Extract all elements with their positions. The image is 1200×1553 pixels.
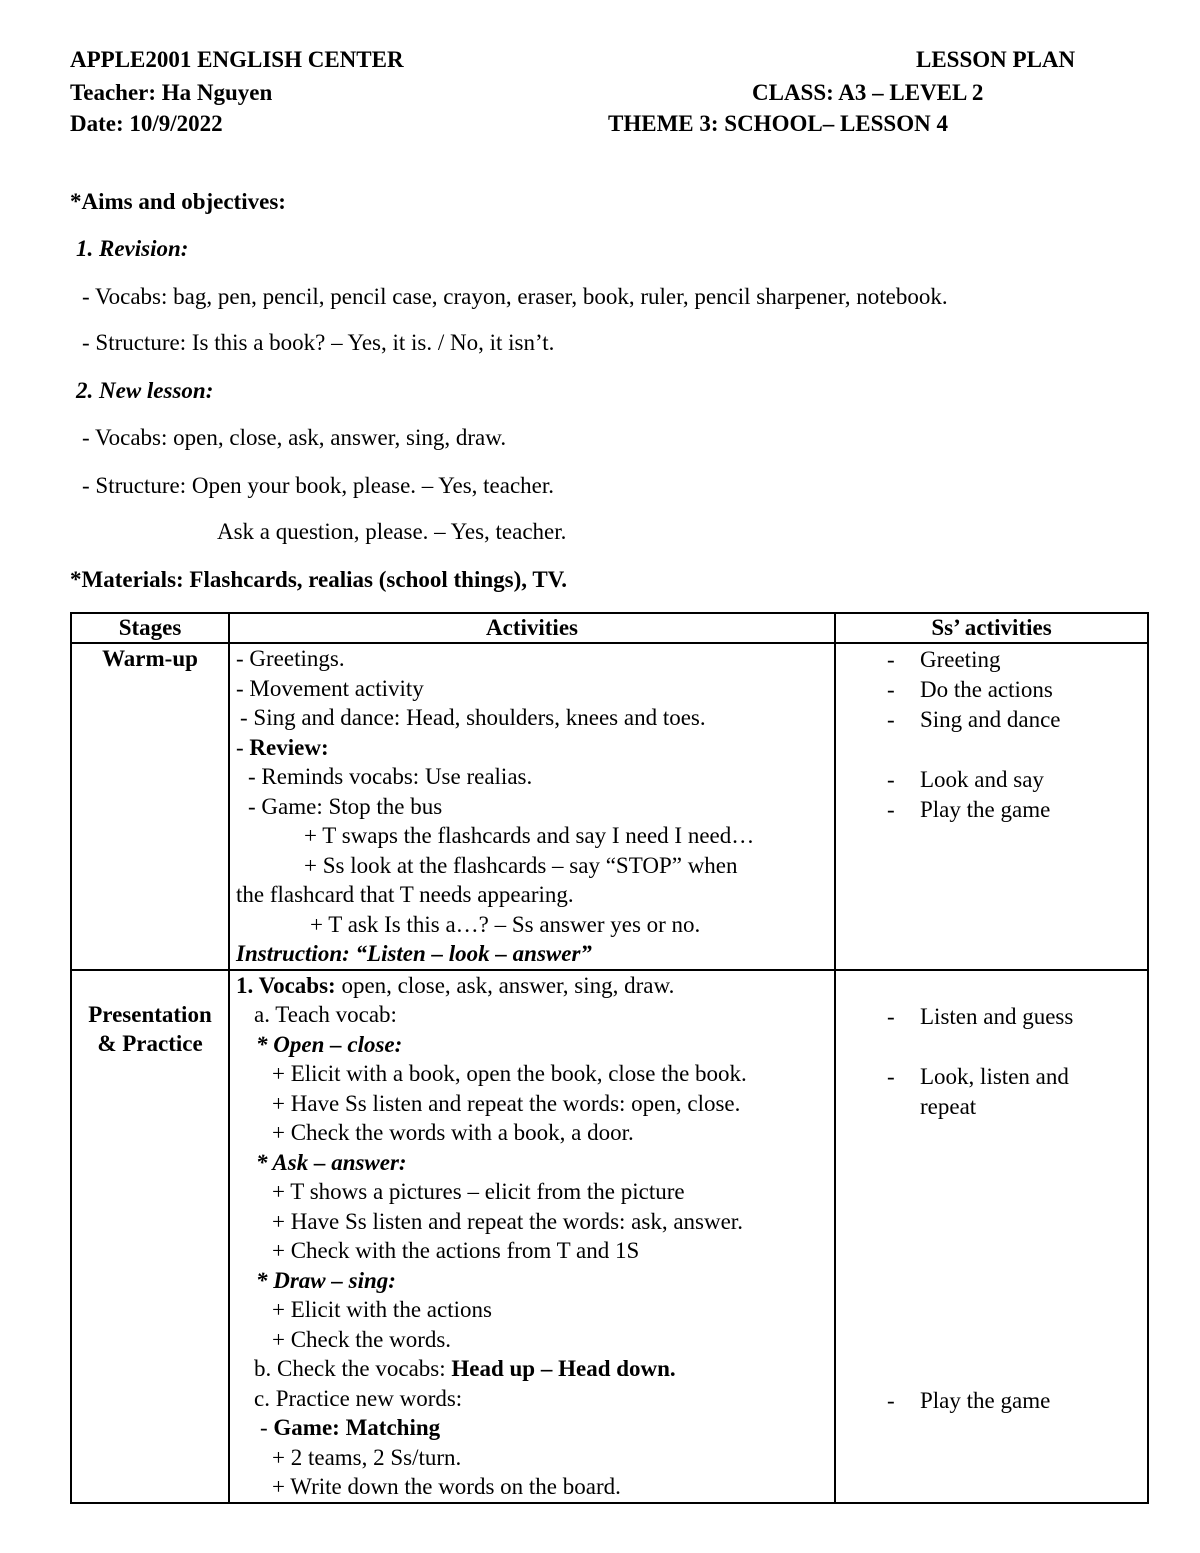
activity-line: - Movement activity: [236, 675, 424, 701]
activity-line: + Have Ss listen and repeat the words: ask, answer.: [272, 1208, 743, 1234]
game-label: Game: Matching: [273, 1415, 441, 1440]
ss-activity-item: - Greeting: [842, 645, 1141, 675]
vocabs-label: 1. Vocabs:: [236, 972, 336, 998]
ss-activity-item: - Play the game: [842, 795, 1141, 825]
ss-activity-item: - Listen and guess: [842, 1002, 1141, 1032]
activity-line: + Elicit with the actions: [272, 1297, 492, 1322]
activity-line: + Write down the words on the board.: [272, 1474, 621, 1499]
activity-line: + Check the words with a book, a door.: [272, 1120, 634, 1145]
stage-label: Warm-up: [102, 646, 198, 671]
vocabs-list: open, close, ask, answer, sing, draw.: [335, 972, 675, 998]
check-vocabs-line: [236, 1354, 828, 1384]
stage-warmup: [71, 643, 229, 970]
ss-activity-item: - Play the game: [842, 1386, 1141, 1416]
activity-line: a. Teach vocab:: [254, 1002, 397, 1027]
revision-structure: - Structure: Is this a book? – Yes, it is. / No, it isn’t.: [82, 330, 555, 355]
activity-line: c. Practice new words:: [254, 1385, 463, 1411]
lesson-date: Date: 10/9/2022: [70, 111, 223, 136]
lesson-plan-table: [70, 612, 1149, 1504]
activity-line: + T shows a pictures – elicit from the picture: [272, 1179, 685, 1204]
head-up-down: Head up – Head down.: [451, 1356, 676, 1381]
revision-title: 1. Revision:: [76, 236, 189, 261]
header-activities: Activities: [229, 613, 835, 643]
vocab-group-label: * Open – close:: [256, 1031, 403, 1057]
header-ss-activities: Ss’ activities: [835, 613, 1148, 643]
materials: *Materials: Flashcards, realias (school things), TV.: [70, 567, 568, 592]
warmup-activities: [229, 643, 835, 970]
ss-activity-item: - Sing and dance: [842, 705, 1141, 735]
text-prefix: -: [236, 734, 250, 760]
activity-line: + Check with the actions from T and 1S: [272, 1238, 640, 1263]
activity-line: + Have Ss listen and repeat the words: open, close.: [272, 1090, 741, 1116]
activity-line: + Ss look at the flashcards – say “STOP” when: [304, 852, 738, 878]
activity-line: + Check the words.: [272, 1326, 452, 1352]
activity-line-review: [236, 733, 828, 763]
activity-line: - Sing and dance: Head, shoulders, knees and toes.: [240, 705, 706, 730]
instruction-line: Instruction: “Listen – look – answer”: [236, 941, 592, 966]
ss-activity-item: - Do the actions: [842, 675, 1141, 705]
warmup-ss-activities: [835, 643, 1148, 970]
center-name: APPLE2001 ENGLISH CENTER: [70, 47, 404, 72]
stage-label: Presentation: [88, 1001, 212, 1027]
table-header-row: [71, 613, 1148, 643]
teacher-name: Teacher: Ha Nguyen: [70, 80, 273, 105]
aims-title: *Aims and objectives:: [70, 189, 286, 214]
activity-line: + T swaps the flashcards and say I need I need…: [304, 823, 755, 848]
table-row: [71, 643, 1148, 970]
activity-line: - Game: Stop the bus: [248, 793, 443, 819]
text-prefix: b. Check the vocabs:: [254, 1356, 452, 1381]
lesson-theme: THEME 3: SCHOOL– LESSON 4: [608, 111, 948, 136]
activity-line: + 2 teams, 2 Ss/turn.: [272, 1444, 462, 1470]
stage-label: & Practice: [97, 1031, 203, 1056]
activity-line: + T ask Is this a…? – Ss answer yes or no.: [310, 911, 701, 937]
vocabs-line: [236, 971, 828, 1001]
ss-activity-item: - Look and say: [842, 765, 1141, 795]
header-stages: Stages: [71, 613, 229, 643]
revision-vocabs: - Vocabs: bag, pen, pencil, pencil case, crayon, eraser, book, ruler, pencil sharpener, notebook.: [82, 284, 948, 309]
new-lesson-title: 2. New lesson:: [76, 378, 214, 403]
new-structure-1: - Structure: Open your book, please. – Yes, teacher.: [82, 473, 555, 498]
activity-line: the flashcard that T needs appearing.: [236, 882, 574, 907]
text-prefix: -: [260, 1415, 274, 1440]
new-vocabs: - Vocabs: open, close, ask, answer, sing, draw.: [82, 425, 507, 450]
doc-type: LESSON PLAN: [916, 47, 1076, 72]
ss-activity-continuation: repeat: [920, 1093, 977, 1119]
vocab-group-label: * Draw – sing:: [256, 1267, 396, 1293]
class-level: CLASS: A3 – LEVEL 2: [752, 80, 984, 105]
new-structure-2: Ask a question, please. – Yes, teacher.: [217, 519, 567, 544]
presentation-ss-activities: [835, 970, 1148, 1503]
activity-line: - Greetings.: [236, 646, 345, 671]
vocab-group-label: * Ask – answer:: [256, 1149, 407, 1175]
game-line: [236, 1413, 828, 1443]
activity-line: - Reminds vocabs: Use realias.: [248, 764, 533, 789]
presentation-activities: [229, 970, 835, 1503]
stage-presentation: [71, 970, 229, 1503]
table-row: [71, 970, 1148, 1503]
activity-line: + Elicit with a book, open the book, close the book.: [272, 1061, 747, 1086]
review-label: Review:: [249, 734, 329, 760]
ss-activity-text: Look, listen and: [920, 1063, 1069, 1089]
ss-activity-item: [842, 1062, 1141, 1092]
